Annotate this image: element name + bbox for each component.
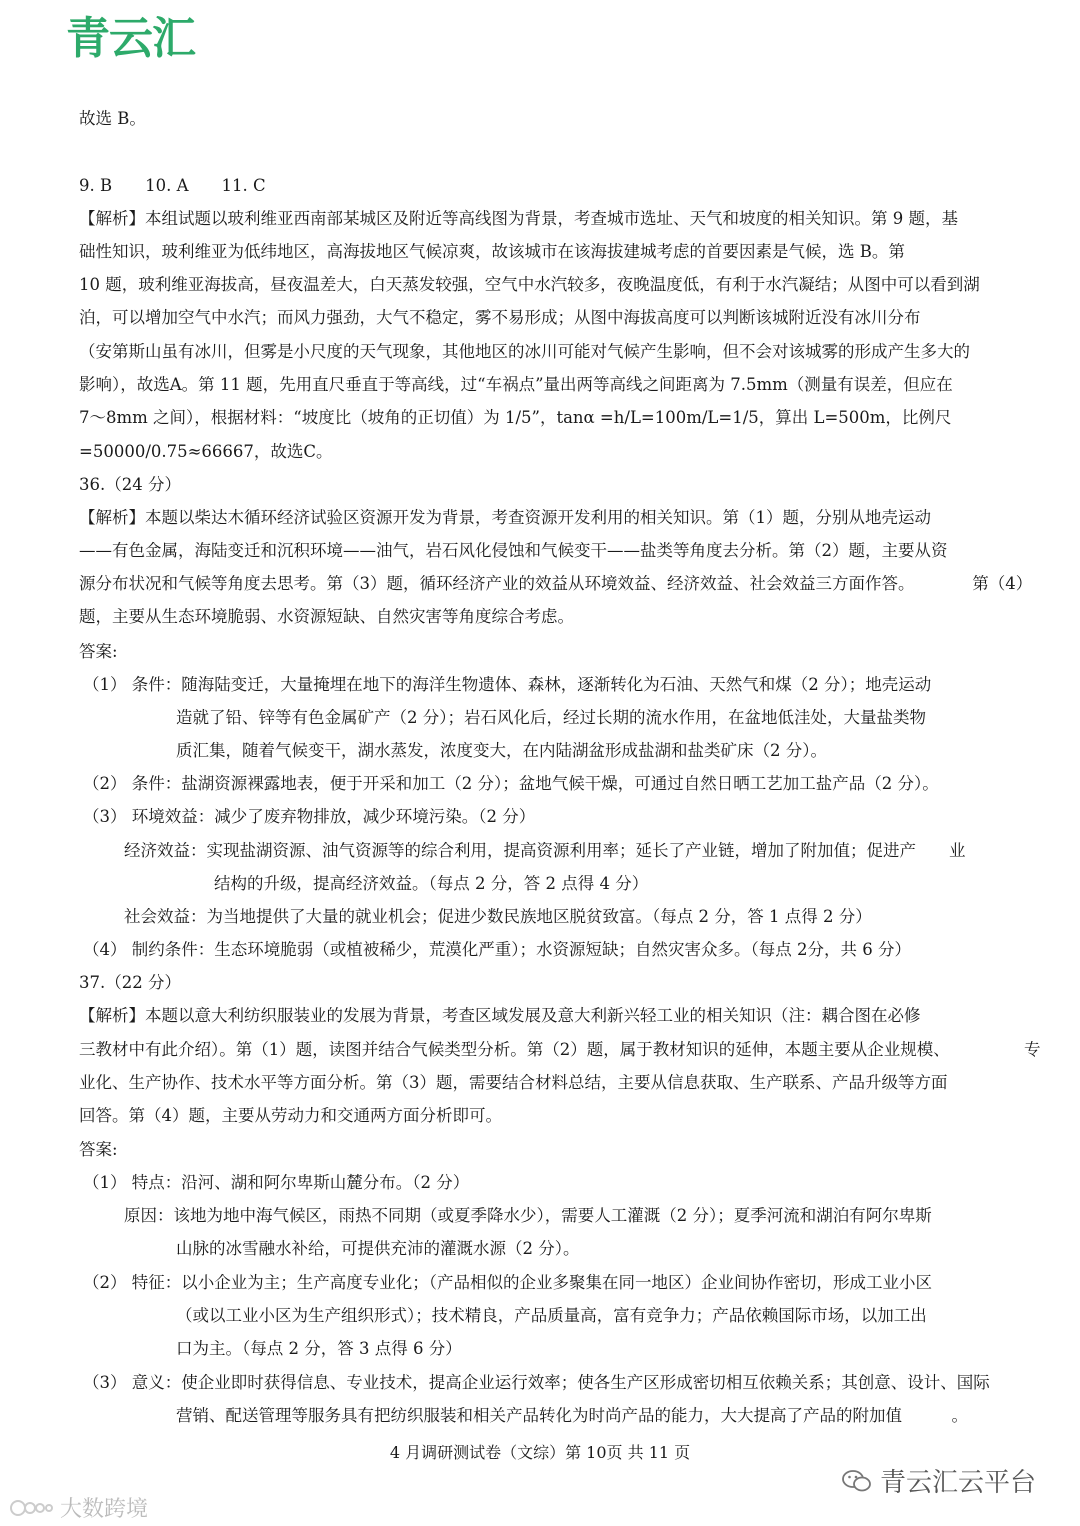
text-line: 7～8mm 之间），根据材料：“坡度比（坡角的正切值）为 1/5”，tanα =h/L=100m/L=1/5，算出 L=500m，比例尺 xyxy=(79,408,952,427)
text-line: （2） 特征：以小企业为主；生产高度专业化；（产品相似的企业多聚集在同一地区）企业间协作密切，形成工业小区 xyxy=(83,1273,932,1292)
question-36-heading: 36.（24 分） xyxy=(79,475,181,494)
brand-icon xyxy=(8,1497,56,1519)
wechat-icon xyxy=(842,1469,872,1493)
watermark-left xyxy=(8,1492,148,1523)
text-line: 础性知识，玻利维亚为低纬地区，高海拔地区气候凉爽，故该城市在该海拔建城考虑的首要因素是气候，选 B。第 xyxy=(79,242,905,261)
qingyunhui-logo: 青云汇 xyxy=(66,13,195,64)
text-line: 【解析】本题以柴达木循环经济试验区资源开发为背景，考查资源开发利用的相关知识。第（1）题，分别从地壳运动 xyxy=(79,508,931,527)
text-line: （1） 条件：随海陆变迁，大量掩埋在地下的海洋生物遗体、森林，逐渐转化为石油、天然气和煤（2 分）；地壳运动 xyxy=(83,675,932,694)
text-line: 9. B 10. A 11. C xyxy=(79,176,266,195)
text-line: （或以工业小区为生产组织形式）；技术精良，产品质量高，富有竞争力；产品依赖国际市场，以加工出 xyxy=(176,1306,927,1325)
text-line: 【解析】本组试题以玻利维亚西南部某城区及附近等高线图为背景，考查城市选址、天气和坡度的相关知识。第 9 题，基 xyxy=(79,209,958,228)
text-line: 故选 B。 xyxy=(79,109,146,128)
text-line: 营销、配送管理等服务具有把纺织服装和相关产品转化为时尚产品的能力，大大提高了产品的附加值 。 xyxy=(176,1406,968,1425)
text-line: 原因：该地为地中海气候区，雨热不同期（或夏季降水少），需要人工灌溉（2 分）；夏季河流和湖泊有阿尔卑斯 xyxy=(124,1206,932,1225)
watermark-right xyxy=(842,1462,1036,1499)
text-line: 泊，可以增加空气中水汽；而风力强劲，大气不稳定，雾不易形成；从图中海拔高度可以判断该城附近没有冰川分布 xyxy=(79,308,921,327)
text-line: 山脉的冰雪融水补给，可提供充沛的灌溉水源（2 分）。 xyxy=(176,1239,580,1258)
text-line: 口为主。（每点 2 分，答 3 点得 6 分） xyxy=(176,1339,462,1358)
text-line: 三教材中有此介绍）。第（1）题，读图并结合气候类型分析。第（2）题，属于教材知识的延伸，本题主要从企业规模、 专 xyxy=(79,1040,1041,1059)
text-line: （2） 条件：盐湖资源裸露地表，便于开采和加工（2 分）；盆地气候干燥，可通过自然日晒工艺加工盐产品（2 分）。 xyxy=(83,774,939,793)
text-line: （4） 制约条件：生态环境脆弱（或植被稀少，荒漠化严重）；水资源短缺；自然灾害众多。（每点 2分，共 6 分） xyxy=(83,940,911,959)
text-line: （3） 意义：使企业即时获得信息、专业技术，提高企业运行效率；使各生产区形成密切相互依赖关系；其创意、设计、国际 xyxy=(83,1373,990,1392)
text-line: （1） 特点：沿河、湖和阿尔卑斯山麓分布。（2 分） xyxy=(83,1173,470,1192)
text-line: ——有色金属，海陆变迁和沉积环境——油气，岩石风化侵蚀和气候变干——盐类等角度去分析。第（2）题，主要从资 xyxy=(79,541,948,560)
text-line: 【解析】本题以意大利纺织服装业的发展为背景，考查区域发展及意大利新兴轻工业的相关知识（注：耦合图在必修 xyxy=(79,1006,921,1025)
text-line: 题，主要从生态环境脆弱、水资源短缺、自然灾害等角度综合考虑。 xyxy=(79,607,574,626)
text-line: （3） 环境效益：减少了废弃物排放，减少环境污染。（2 分） xyxy=(83,807,536,826)
text-line: （安第斯山虽有冰川，但雾是小尺度的天气现象，其他地区的冰川可能对气候产生影响，但不会对该城雾的形成产生多大的 xyxy=(79,342,970,361)
text-line: 造就了铅、锌等有色金属矿产（2 分）；岩石风化后，经过长期的流水作用，在盆地低洼处，大量盐类物 xyxy=(176,708,926,727)
text-line: 影响），故选A。第 11 题，先用直尺垂直于等高线，过“车祸点”量出两等高线之间距离为 7.5mm（测量有误差，但应在 xyxy=(79,375,953,394)
text-line: 10 题，玻利维亚海拔高，昼夜温差大，白天蒸发较强，空气中水汽较多，夜晚温度低，有利于水汽凝结；从图中可以看到湖 xyxy=(79,275,980,294)
text-line: 社会效益：为当地提供了大量的就业机会；促进少数民族地区脱贫致富。（每点 2 分，答 1 点得 2 分） xyxy=(124,907,872,926)
watermark-left-text: 大数跨境 xyxy=(60,1497,149,1522)
text-line: 经济效益：实现盐湖资源、油气资源等的综合利用，提高资源利用率；延长了产业链，增加了附加值；促进产 业 xyxy=(124,841,966,860)
text-line: 回答。第（4）题，主要从劳动力和交通两方面分析即可。 xyxy=(79,1106,502,1125)
question-37-heading: 37.（22 分） xyxy=(79,973,181,992)
answer-label: 答案: xyxy=(79,1140,118,1159)
page-footer: 4 月调研测试卷（文综）第 10页 共 11 页 xyxy=(389,1443,691,1462)
text-line: 业化、生产协作、技术水平等方面分析。第（3）题，需要结合材料总结，主要从信息获取、生产联系、产品升级等方面 xyxy=(79,1073,948,1092)
text-line: 质汇集，随着气候变干，湖水蒸发，浓度变大，在内陆湖盆形成盐湖和盐类矿床（2 分）。 xyxy=(176,741,827,760)
watermark-right-text: 青云汇云平台 xyxy=(880,1468,1037,1498)
text-line: 结构的升级，提高经济效益。（每点 2 分，答 2 点得 4 分） xyxy=(214,874,649,893)
text-line: 源分布状况和气候等角度去思考。第（3）题，循环经济产业的效益从环境效益、经济效益、社会效益三方面作答。 第（4） xyxy=(79,574,1033,593)
answer-label: 答案: xyxy=(79,642,118,661)
text-line: =50000/0.75≈66667，故选C。 xyxy=(79,442,333,461)
